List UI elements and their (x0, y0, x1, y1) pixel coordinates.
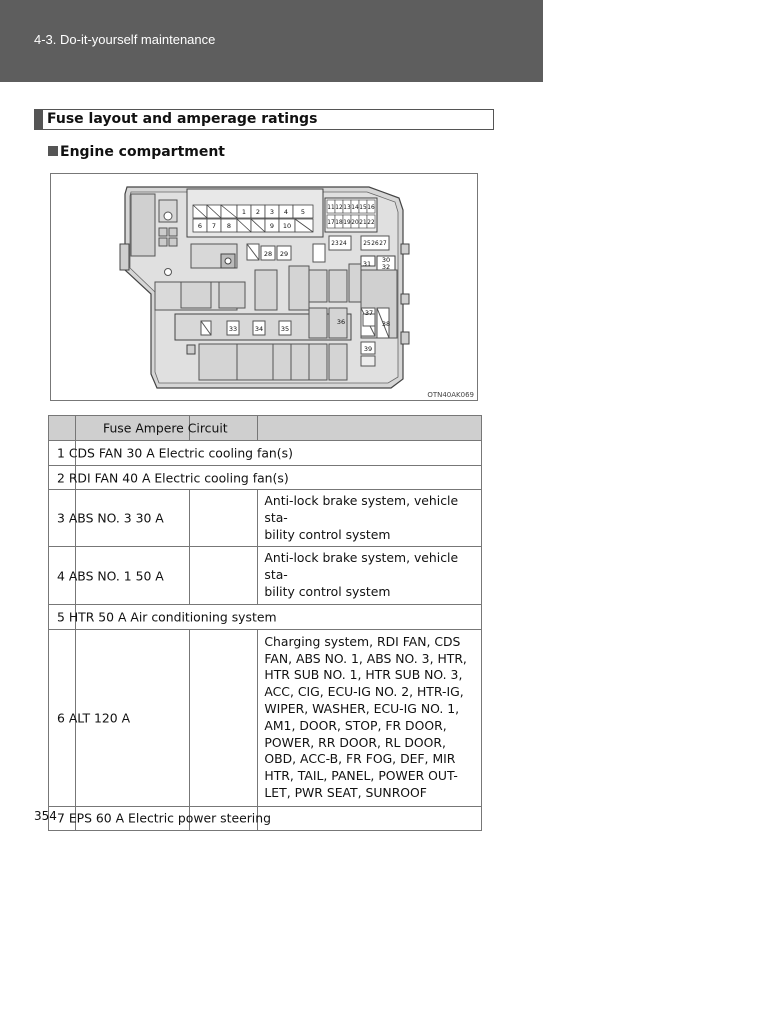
fuse-box-diagram (50, 173, 478, 401)
fuse-label: 33 (228, 325, 238, 333)
row-text: 4 ABS NO. 1 50 A (57, 568, 164, 584)
fuse-label: 29 (279, 250, 289, 258)
circuit-text: Charging system, RDI FAN, CDS FAN, ABS NO. 1, ABS NO. 3, HTR, HTR SUB NO. 1, HTR SUB NO. 3, ACC, CIG, ECU-IG NO. 2, HTR-IG, WIPER, WASHER, ECU-IG NO. 1, AM1, DOOR, STOP, FR DOOR, POWER, RR DOOR, RL DOOR, OBD, ACC-B, FR FOG, DEF, MIR HTR, TAIL, PANEL, POWER OUT- LET, PWR SEAT, SUNROOF (264, 633, 467, 800)
fuse-label: 4 (283, 208, 289, 216)
fuse-label: 22 (367, 220, 375, 226)
fuse-label: 15 (359, 205, 367, 211)
table-row (49, 604, 482, 629)
fuse-label: 11 (327, 205, 335, 211)
row-text: 7 EPS 60 A Electric power steering (57, 810, 271, 826)
fuse-label: 2 (255, 208, 261, 216)
row-text: 2 RDI FAN 40 A Electric cooling fan(s) (57, 470, 289, 485)
square-bullet-icon (48, 146, 58, 156)
header-band (0, 0, 543, 82)
fuse-label: 8 (226, 222, 232, 230)
fuse-label: 31 (362, 260, 372, 268)
table-row (49, 806, 482, 830)
fuse-label: 21 (359, 220, 367, 226)
fuse-label: 10 (282, 222, 292, 230)
section-title: 4-3. Do-it-yourself maintenance (34, 32, 216, 47)
fuse-label: 13 (343, 205, 351, 211)
fuse-label: 28 (263, 250, 273, 258)
page-number: 354 (34, 809, 57, 823)
fuse-label: 20 (351, 220, 359, 226)
table-row (49, 466, 482, 490)
fuse-label: 12 (335, 205, 343, 211)
fuse-label: 1 (241, 208, 247, 216)
table-row (49, 547, 482, 604)
circuit-text: Anti-lock brake system, vehicle sta- bility control system (264, 550, 459, 599)
fuse-label: 6 (197, 222, 203, 230)
title-bar (34, 109, 494, 130)
table-header-row (49, 416, 482, 441)
fuse-label: 24 (339, 241, 347, 247)
page-title: Fuse layout and amperage ratings (47, 111, 318, 127)
subheading-text: Engine compartment (60, 144, 225, 160)
table-row (49, 441, 482, 466)
fuse-label: 35 (280, 325, 290, 333)
fuse-label: 36 (336, 318, 346, 326)
row-text: 5 HTR 50 A Air conditioning system (57, 609, 277, 625)
fuse-label: 5 (300, 208, 306, 216)
fuse-label: 9 (269, 222, 275, 230)
row-text: 6 ALT 120 A (57, 710, 131, 726)
fuse-label: 16 (367, 205, 375, 211)
table-row (49, 490, 482, 547)
diagram-code: OTN40AK069 (427, 391, 474, 399)
fuse-label: 19 (343, 220, 351, 226)
row-text: 3 ABS NO. 3 30 A (57, 510, 164, 526)
fuse-label: 26 (371, 241, 379, 247)
circuit-text: Anti-lock brake system, vehicle sta- bility control system (264, 493, 459, 542)
fuse-label: 7 (211, 222, 217, 230)
row-text: 1 CDS FAN 30 A Electric cooling fan(s) (57, 445, 293, 461)
fuse-label: 18 (335, 220, 343, 226)
fuse-label: 37 (364, 309, 374, 317)
title-accent (34, 109, 43, 130)
fuse-label: 38 (381, 320, 391, 328)
fuse-label: 25 (363, 241, 371, 247)
fuse-table (48, 415, 482, 831)
fuse-label: 17 (327, 220, 335, 226)
fuse-label: 39 (363, 345, 373, 353)
subheading (48, 144, 225, 160)
fuse-box-drawing (51, 174, 477, 400)
fuse-label: 14 (351, 205, 359, 211)
fuse-label: 30 (381, 256, 391, 264)
fuse-label: 32 (381, 263, 391, 271)
fuse-label: 23 (331, 241, 339, 247)
fuse-label: 34 (254, 325, 264, 333)
fuse-label: 27 (379, 241, 387, 247)
table-row (49, 629, 482, 806)
fuse-label: 3 (269, 208, 275, 216)
table-header-text: Fuse Ampere Circuit (103, 420, 228, 436)
